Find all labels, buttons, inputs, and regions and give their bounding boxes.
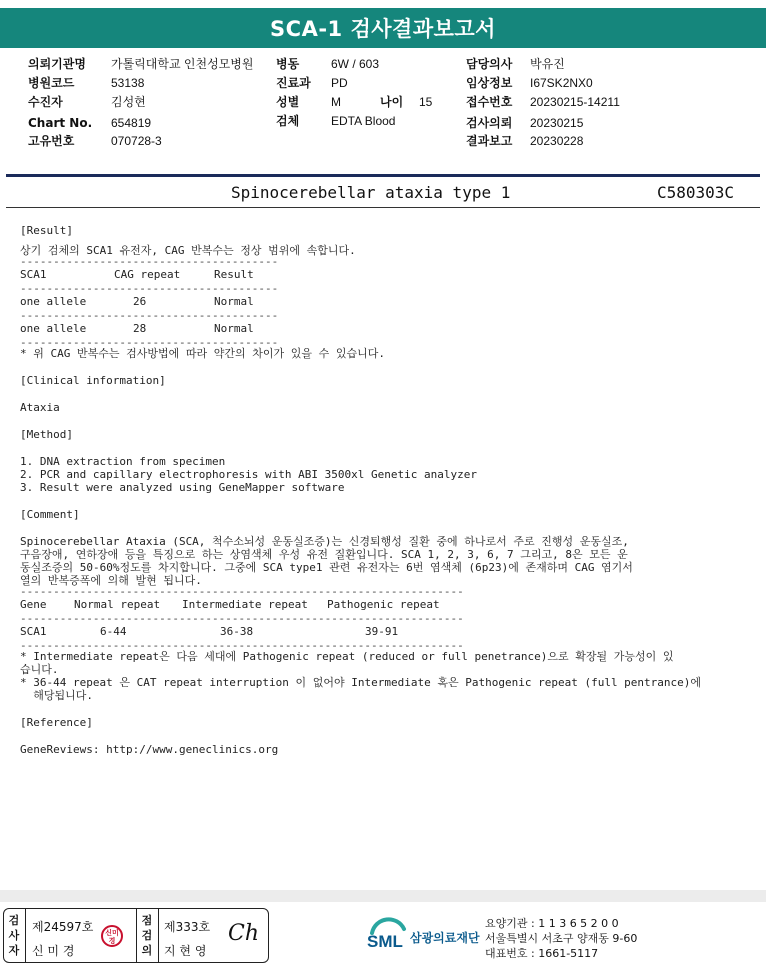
ward-value: 6W / 603 (331, 57, 380, 71)
method-item: 3. Result were analyzed using GeneMapper software (20, 481, 345, 494)
age-label: 나이 (380, 95, 404, 109)
range-table-rule: ------------------------------------------------------------------- (20, 587, 464, 596)
comment-line: Spinocerebellar Ataxia (SCA, 척수소뇌성 운동실조증)는 신경퇴행성 질환 중에 하나로서 주로 진행성 운동실조, (20, 535, 629, 548)
lab-org-name: 삼광의료재단 (410, 931, 480, 945)
department-label: 진료과 (276, 76, 311, 90)
reference-link[interactable]: GeneReviews: http://www.geneclinics.org (20, 743, 279, 756)
result-col-cag: CAG repeat (114, 268, 181, 281)
receipt-no-label: 접수번호 (466, 95, 513, 109)
note-line: 해당됩니다. (20, 689, 93, 702)
sex-label: 성별 (276, 95, 300, 109)
report-date-value: 20230228 (530, 134, 584, 148)
comment-line: 열의 반복증폭에 의해 발현 됩니다. (20, 574, 202, 587)
sex-value: M (331, 95, 341, 109)
result-table-rule: --------------------------------------- (20, 284, 279, 293)
clinical-text: Ataxia (20, 401, 60, 414)
method-heading: [Method] (20, 428, 73, 441)
result-table-rule: --------------------------------------- (20, 338, 279, 347)
reviewer-name: 지 현 영 (164, 944, 207, 958)
range-col-pathogenic: Pathogenic repeat (327, 598, 440, 611)
allele-result: Normal (214, 322, 254, 335)
range-pathogenic: 39-91 (365, 625, 399, 638)
hospital-label: 의뢰기관명 (28, 57, 86, 71)
test-divider (6, 207, 760, 208)
age-value: 15 (419, 95, 433, 109)
hospital-value: 가톨릭대학교 인천성모병원 (111, 57, 254, 71)
range-gene: SCA1 (20, 625, 47, 638)
request-date-label: 검사의뢰 (466, 116, 513, 130)
result-col-gene: SCA1 (20, 268, 47, 281)
department-value: PD (331, 76, 348, 90)
range-table-rule: ------------------------------------------------------------------- (20, 614, 464, 623)
unique-no-value: 070728-3 (111, 134, 162, 148)
comment-heading: [Comment] (20, 508, 80, 521)
table-row (20, 320, 750, 338)
report-body (20, 224, 750, 756)
range-col-normal: Normal repeat (74, 598, 161, 611)
lab-license: 요양기관 : 1 1 3 6 5 2 0 0 (485, 917, 619, 930)
clinical-info-value: I67SK2NX0 (530, 76, 593, 90)
range-col-intermediate: Intermediate repeat (182, 598, 308, 611)
hospital-code-value: 53138 (111, 76, 145, 90)
method-item: 2. PCR and capillary electrophoresis with ABI 3500xl Genetic analyzer (20, 468, 477, 481)
range-normal: 6-44 (100, 625, 127, 638)
sml-logo-icon (366, 915, 410, 957)
test-name: Spinocerebellar ataxia type 1 (231, 183, 511, 202)
allele-result: Normal (214, 295, 254, 308)
doctor-label: 담당의사 (466, 57, 513, 71)
lab-address: 서울특별시 서초구 양재동 9-60 (485, 932, 638, 945)
examiner-license: 제24597호 (32, 920, 94, 934)
note-line: * Intermediate repeat은 다음 세대에 Pathogenic repeat (reduced or full penetrance)으로 확장될 가능성이 있 (20, 650, 674, 663)
result-col-result: Result (214, 268, 254, 281)
result-table-header (20, 266, 750, 284)
header-divider (6, 174, 760, 177)
sml-logo-text: SML (367, 932, 403, 951)
examiner-seal: 신미경 (101, 925, 123, 947)
allele-repeat: 26 (133, 295, 147, 308)
doctor-value: 박유진 (530, 57, 565, 71)
lab-info (485, 916, 637, 961)
result-heading: [Result] (20, 224, 73, 237)
patient-label: 수진자 (28, 95, 63, 109)
specimen-label: 검체 (276, 114, 300, 128)
range-col-gene: Gene (20, 598, 47, 611)
allele-repeat: 28 (133, 322, 147, 335)
signature-box (3, 908, 269, 963)
unique-no-label: 고유번호 (28, 134, 75, 148)
result-table-rule: --------------------------------------- (20, 257, 279, 266)
chart-no-label: Chart No. (28, 116, 93, 130)
report-date-label: 결과보고 (466, 134, 513, 148)
reviewer-label: 점 검 의 (141, 914, 153, 957)
allele-name: one allele (20, 295, 87, 308)
comment-line: 동실조증의 50-60%정도를 차지합니다. 그중에 SCA type1 관련 유전자는 6번 염색체 (6p23)에 존재하며 CAG 염기서 (20, 561, 633, 574)
patient-value: 김성현 (111, 95, 146, 109)
footer-band (0, 890, 766, 902)
range-intermediate: 36-38 (220, 625, 254, 638)
ward-label: 병동 (276, 57, 300, 71)
range-table-rule: ------------------------------------------------------------------- (20, 641, 464, 650)
result-table-rule: --------------------------------------- (20, 311, 279, 320)
reviewer-license: 제333호 (164, 920, 211, 934)
table-row (20, 293, 750, 311)
reviewer-signature: Ch (228, 921, 260, 946)
result-summary: 상기 검체의 SCA1 유전자, CAG 반복수는 정상 범위에 속합니다. (20, 244, 356, 257)
examiner-name: 신 미 경 (32, 944, 75, 958)
request-date-value: 20230215 (530, 116, 584, 130)
method-item: 1. DNA extraction from specimen (20, 455, 226, 468)
specimen-value: EDTA Blood (331, 114, 396, 128)
lab-phone: 대표번호 : 1661-5117 (485, 947, 599, 960)
chart-no-value: 654819 (111, 116, 152, 130)
note-line: * 36-44 repeat 은 CAT repeat interruption 이 없어야 Intermediate 혹은 Pathogenic repeat (full pentrance)에 (20, 676, 702, 689)
comment-line: 구음장애, 연하장애 등을 특징으로 하는 상염색체 우성 유전 질환입니다. SCA 1, 2, 3, 6, 7 그리고, 8은 모든 운 (20, 548, 628, 561)
receipt-no-value: 20230215-14211 (530, 95, 620, 109)
result-note: * 위 CAG 반복수는 검사방법에 따라 약간의 차이가 있을 수 있습니다. (20, 347, 385, 360)
clinical-heading: [Clinical information] (20, 374, 166, 387)
examiner-label: 검 사 자 (8, 914, 20, 957)
range-table-header (20, 596, 750, 614)
test-code: C580303C (656, 183, 734, 202)
report-title: SCA-1 검사결과보고서 (0, 8, 766, 48)
note-line: 습니다. (20, 663, 59, 676)
reference-heading: [Reference] (20, 716, 93, 729)
table-row (20, 623, 750, 641)
allele-name: one allele (20, 322, 87, 335)
clinical-info-label: 임상정보 (466, 76, 513, 90)
hospital-code-label: 병원코드 (28, 76, 75, 90)
